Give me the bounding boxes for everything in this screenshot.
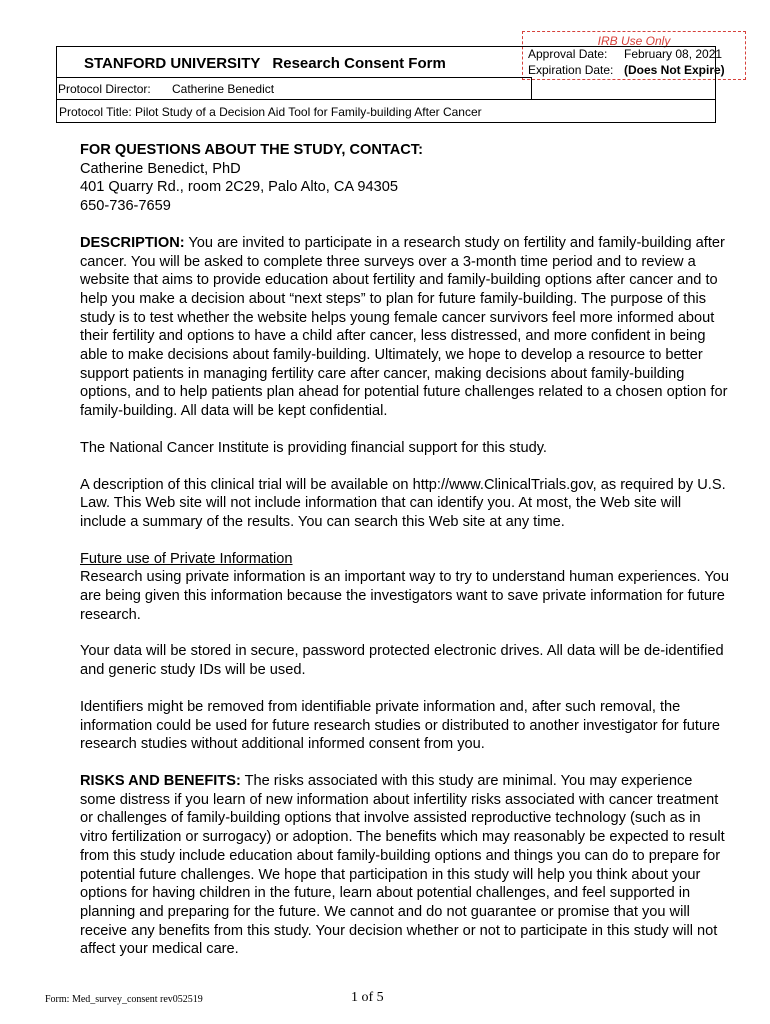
- contact-address: 401 Quarry Rd., room 2C29, Palo Alto, CA 94305: [80, 179, 398, 196]
- storage-paragraph: Your data will be stored in secure, password protected electronic drives. All data will be de-identified and generic study IDs will be used.: [80, 643, 724, 679]
- future-use-section: [80, 550, 730, 625]
- approval-date-label: Approval Date:: [528, 47, 608, 61]
- form-header: [56, 46, 716, 123]
- description-text: You are invited to participate in a research study on fertility and family-building after cancer. You will be asked to complete three surveys over a 3-month time period and to review a website that aims to provide education about fertility and family-building options after cancer and to help you make a decision about “next steps” to plan for future family-building. The purpose of this study is to test whether the website helps young female cancer survivors feel more informed about their fertility and options to have a child after cancer, less distressed, and more confident in being able to make decisions about family-building. Ultimately, we hope to develop a resource to better support patients in managing fertility care after cancer, making decisions about family-building options, and to help patients plan ahead for potential future challenges related to a chosen option for family-building. All data will be kept confidential.: [80, 234, 728, 420]
- form-id: Form: Med_survey_consent rev052519: [45, 994, 203, 1005]
- approval-date-value: February 08, 2021: [624, 47, 723, 61]
- protocol-title: Protocol Title: Pilot Study of a Decision Aid Tool for Family-building After Cancer: [59, 105, 482, 119]
- protocol-director-value: Catherine Benedict: [172, 82, 275, 96]
- future-use-heading: Future use of Private Information: [80, 550, 293, 567]
- protocol-director-label: Protocol Director:: [58, 82, 151, 96]
- page-number: 1 of 5: [351, 990, 384, 1005]
- identifiers-paragraph: Identifiers might be removed from identifiable private information and, after such removal, the information could be used for future research studies or distributed to another investigator for future research studies without additional informed consent from you.: [80, 698, 721, 753]
- clinical-trial-paragraph: A description of this clinical trial will be available on http://www.ClinicalTrials.gov, as required by U.S. Law. This Web site will not include information that can identify you. At most, the Web site will include a summary of the results. You can search this Web site at any time.: [80, 476, 726, 530]
- risks-heading: RISKS AND BENEFITS:: [80, 772, 241, 789]
- protocol-director-row: [57, 77, 532, 99]
- irb-title: IRB Use Only: [597, 34, 671, 48]
- form-name: Research Consent Form: [272, 55, 446, 72]
- contact-heading: FOR QUESTIONS ABOUT THE STUDY, CONTACT:: [80, 142, 423, 158]
- risks-paragraph: [80, 772, 730, 959]
- consent-body: [80, 141, 730, 977]
- expiration-date-value: (Does Not Expire): [624, 63, 725, 77]
- protocol-title-row: [57, 99, 715, 122]
- funding-paragraph: The National Cancer Institute is providing financial support for this study.: [80, 439, 547, 456]
- form-title: [84, 55, 446, 72]
- contact-name: Catherine Benedict, PhD: [80, 160, 241, 177]
- expiration-date-label: Expiration Date:: [528, 63, 614, 77]
- contact-section: [80, 141, 730, 216]
- description-heading: DESCRIPTION:: [80, 234, 185, 251]
- description-paragraph: [80, 234, 730, 421]
- risks-text: The risks associated with this study are minimal. You may experience some distress if you learn of new information about infertility risks associated with cancer treatment or challenges of family-building options that involve assisted reproductive technology (such as in vitro fertilization or surrogacy) or adoption. The benefits which may reasonably be expected to result from this study include education about family-building options and things you can do to prepare for potential future challenges. We hope that participation in this study will help you think about your options for having children in the future, learn about potential challenges, and feel supported in planning and preparing for the future. We cannot and do not guarantee or promise that you will receive any benefits from this study. Your decision whether or not to participate in this study will not affect your medical care.: [80, 772, 725, 958]
- future-use-text: Research using private information is an important way to try to understand human experiences. You are being given this information because the investigators want to save private information for future research.: [80, 569, 729, 623]
- contact-phone: 650-736-7659: [80, 198, 171, 215]
- university-name: STANFORD UNIVERSITY: [84, 55, 261, 72]
